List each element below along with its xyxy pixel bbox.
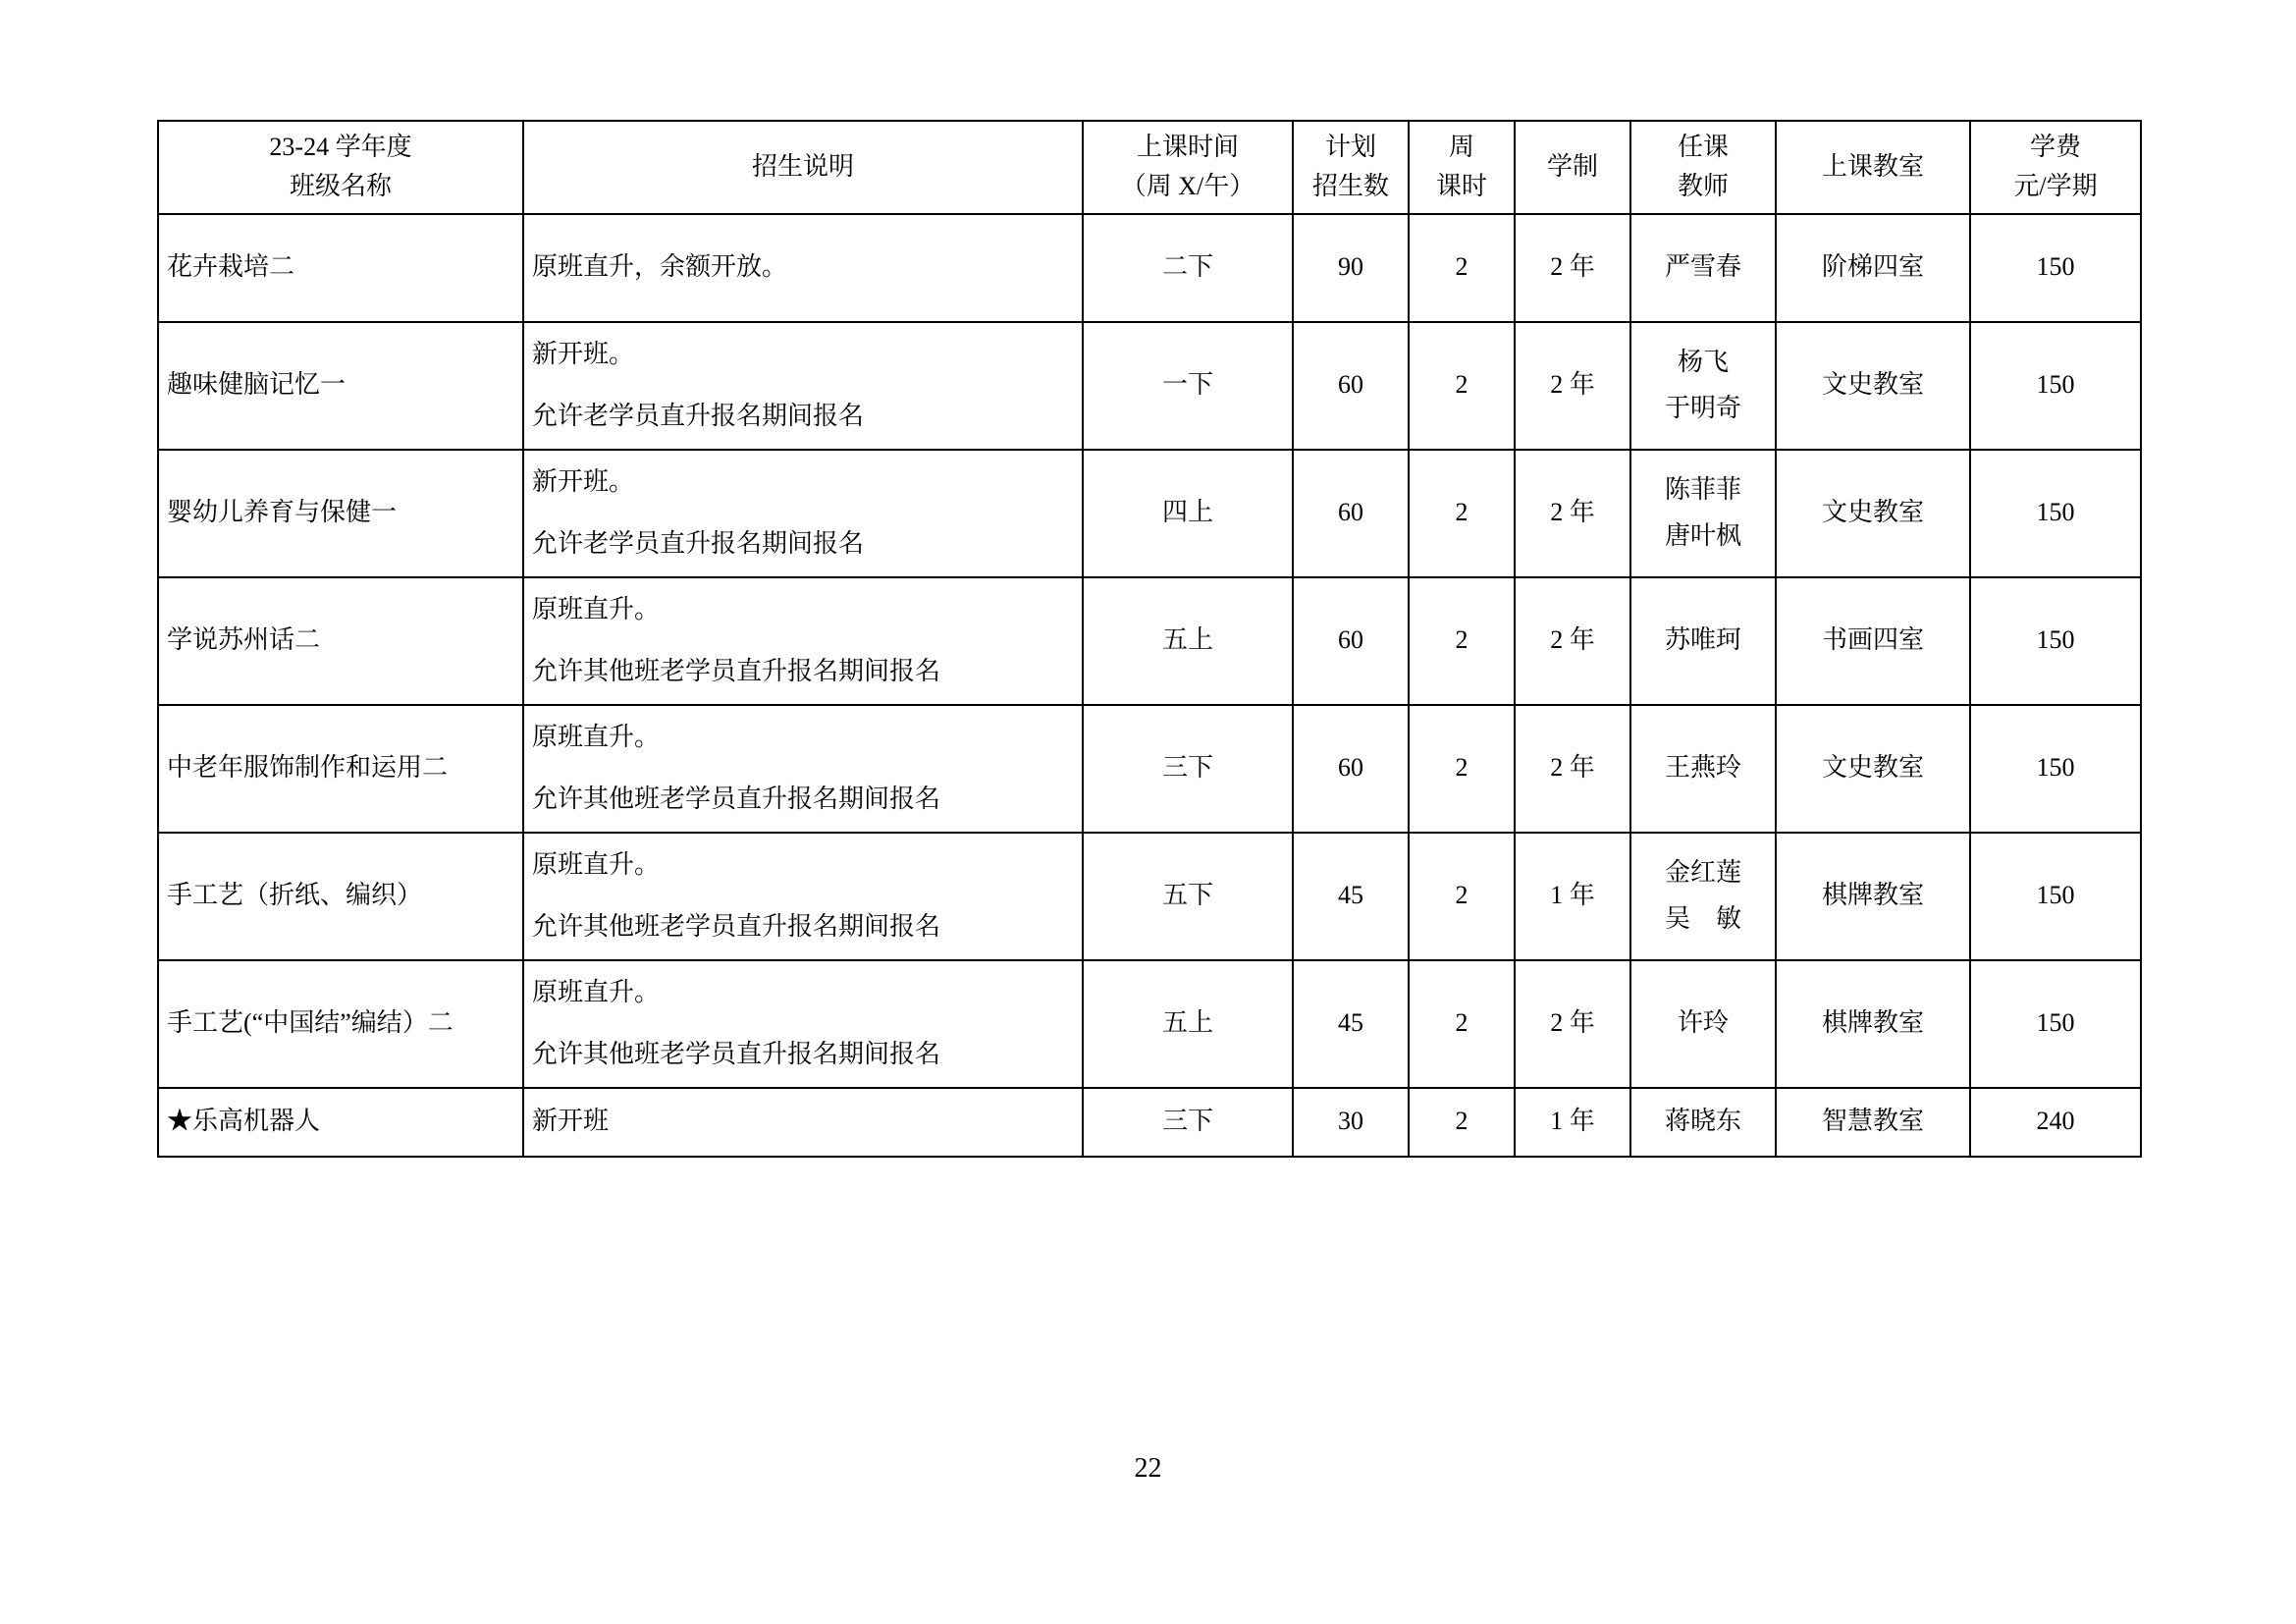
table-body [158, 214, 2141, 1157]
table-row [158, 577, 2141, 705]
note-line: 原班直升。 [532, 595, 661, 624]
column-header-line: 周 [1448, 133, 1474, 161]
cell-planned-enrollment: 60 [1293, 577, 1409, 705]
column-header-line: 招生数 [1311, 172, 1389, 201]
cell-weekly-hours: 2 [1409, 577, 1515, 705]
teacher-line: 吴 敏 [1664, 903, 1741, 933]
cell-class-name: 婴幼儿养育与保健一 [158, 450, 523, 577]
cell-tuition: 150 [1970, 577, 2141, 705]
note-line: 原班直升。 [532, 723, 661, 752]
column-header-class-name [158, 121, 523, 214]
column-header-class-time [1083, 121, 1293, 214]
cell-teacher [1630, 450, 1776, 577]
note-line: 新开班 [532, 1107, 610, 1136]
teacher-line: 严雪春 [1664, 252, 1741, 282]
column-header-weekly-hours [1409, 121, 1515, 214]
note-line: 原班直升。 [532, 850, 661, 880]
cell-classroom: 文史教室 [1776, 450, 1970, 577]
cell-class-time: 四上 [1083, 450, 1293, 577]
column-header-line: 23-24 学年度 [269, 133, 412, 161]
teacher-line: 王燕玲 [1664, 753, 1741, 783]
cell-class-time: 二下 [1083, 214, 1293, 322]
table-row [158, 322, 2141, 450]
note-line: 允许其他班老学员直升报名期间报名 [532, 911, 941, 941]
note-line: 允许老学员直升报名期间报名 [532, 528, 865, 558]
column-header-enrollment-note [523, 121, 1083, 214]
column-header-line: 元/学期 [2013, 172, 2098, 201]
cell-teacher [1630, 960, 1776, 1088]
note-line: 允许其他班老学员直升报名期间报名 [532, 656, 941, 685]
cell-weekly-hours: 2 [1409, 833, 1515, 960]
cell-system: 2 年 [1515, 322, 1630, 450]
cell-system: 2 年 [1515, 450, 1630, 577]
table-row [158, 705, 2141, 833]
cell-enrollment-note [523, 450, 1083, 577]
cell-tuition: 150 [1970, 960, 2141, 1088]
note-line: 允许老学员直升报名期间报名 [532, 401, 865, 430]
cell-tuition: 150 [1970, 833, 2141, 960]
cell-weekly-hours: 2 [1409, 214, 1515, 322]
column-header-classroom [1776, 121, 1970, 214]
table-header-row [158, 121, 2141, 214]
cell-enrollment-note [523, 960, 1083, 1088]
cell-weekly-hours: 2 [1409, 960, 1515, 1088]
table-row [158, 214, 2141, 322]
cell-class-time: 五上 [1083, 577, 1293, 705]
cell-enrollment-note [523, 214, 1083, 322]
cell-weekly-hours: 2 [1409, 1088, 1515, 1157]
cell-planned-enrollment: 60 [1293, 705, 1409, 833]
teacher-line: 杨飞 [1677, 348, 1729, 377]
cell-system: 1 年 [1515, 1088, 1630, 1157]
cell-class-time: 三下 [1083, 1088, 1293, 1157]
course-table-container [157, 120, 2140, 1158]
table-header [158, 121, 2141, 214]
cell-system: 2 年 [1515, 577, 1630, 705]
cell-system: 2 年 [1515, 960, 1630, 1088]
cell-classroom: 智慧教室 [1776, 1088, 1970, 1157]
cell-system: 2 年 [1515, 705, 1630, 833]
cell-classroom: 文史教室 [1776, 705, 1970, 833]
cell-planned-enrollment: 45 [1293, 960, 1409, 1088]
cell-teacher [1630, 214, 1776, 322]
cell-classroom: 书画四室 [1776, 577, 1970, 705]
course-table [157, 120, 2142, 1158]
note-line: 允许其他班老学员直升报名期间报名 [532, 784, 941, 813]
cell-teacher [1630, 322, 1776, 450]
cell-enrollment-note [523, 322, 1083, 450]
cell-class-name: 中老年服饰制作和运用二 [158, 705, 523, 833]
cell-planned-enrollment: 90 [1293, 214, 1409, 322]
column-header-line: 招生说明 [751, 152, 854, 182]
column-header-line: 计划 [1324, 133, 1376, 161]
teacher-line: 许玲 [1677, 1008, 1729, 1038]
cell-class-name: 花卉栽培二 [158, 214, 523, 322]
cell-teacher [1630, 705, 1776, 833]
cell-class-time: 三下 [1083, 705, 1293, 833]
cell-class-name: 学说苏州话二 [158, 577, 523, 705]
column-header-line: 课时 [1435, 172, 1487, 201]
cell-teacher [1630, 1088, 1776, 1157]
column-header-tuition [1970, 121, 2141, 214]
page-number: 22 [1134, 1453, 1162, 1484]
note-line: 新开班。 [532, 467, 635, 497]
teacher-line: 蒋晓东 [1664, 1107, 1741, 1136]
cell-class-time: 一下 [1083, 322, 1293, 450]
column-header-line: 上课教室 [1821, 152, 1924, 182]
cell-enrollment-note [523, 1088, 1083, 1157]
note-line: 原班直升。 [532, 978, 661, 1007]
cell-planned-enrollment: 60 [1293, 322, 1409, 450]
cell-class-name: 趣味健脑记忆一 [158, 322, 523, 450]
column-header-line: 班级名称 [289, 172, 392, 201]
column-header-planned-enrollment [1293, 121, 1409, 214]
note-line: 允许其他班老学员直升报名期间报名 [532, 1039, 941, 1068]
cell-classroom: 棋牌教室 [1776, 833, 1970, 960]
cell-class-name: ★乐高机器人 [158, 1088, 523, 1157]
cell-teacher [1630, 577, 1776, 705]
cell-tuition: 150 [1970, 705, 2141, 833]
cell-weekly-hours: 2 [1409, 450, 1515, 577]
cell-system: 2 年 [1515, 214, 1630, 322]
cell-planned-enrollment: 60 [1293, 450, 1409, 577]
cell-class-name: 手工艺（折纸、编织） [158, 833, 523, 960]
cell-tuition: 240 [1970, 1088, 2141, 1157]
cell-class-time: 五下 [1083, 833, 1293, 960]
cell-enrollment-note [523, 705, 1083, 833]
cell-planned-enrollment: 30 [1293, 1088, 1409, 1157]
column-header-line: 教师 [1677, 172, 1729, 201]
cell-weekly-hours: 2 [1409, 322, 1515, 450]
cell-tuition: 150 [1970, 450, 2141, 577]
note-line: 新开班。 [532, 340, 635, 369]
teacher-line: 唐叶枫 [1664, 520, 1741, 550]
teacher-line: 金红莲 [1664, 858, 1741, 888]
cell-planned-enrollment: 45 [1293, 833, 1409, 960]
column-header-line: （周 X/午） [1120, 172, 1255, 201]
table-row [158, 450, 2141, 577]
cell-class-time: 五上 [1083, 960, 1293, 1088]
cell-weekly-hours: 2 [1409, 705, 1515, 833]
column-header-system [1515, 121, 1630, 214]
teacher-line: 苏唯珂 [1664, 625, 1741, 655]
note-line: 原班直升，余额开放。 [532, 252, 788, 282]
column-header-line: 任课 [1677, 133, 1729, 161]
table-row [158, 833, 2141, 960]
cell-classroom: 文史教室 [1776, 322, 1970, 450]
cell-enrollment-note [523, 577, 1083, 705]
teacher-line: 于明奇 [1664, 393, 1741, 422]
teacher-line: 陈菲菲 [1664, 475, 1741, 505]
cell-classroom: 阶梯四室 [1776, 214, 1970, 322]
column-header-teacher [1630, 121, 1776, 214]
column-header-line: 上课时间 [1136, 133, 1239, 161]
cell-class-name: 手工艺(“中国结”编结）二 [158, 960, 523, 1088]
cell-system: 1 年 [1515, 833, 1630, 960]
column-header-line: 学制 [1546, 152, 1598, 182]
table-row [158, 960, 2141, 1088]
cell-classroom: 棋牌教室 [1776, 960, 1970, 1088]
cell-tuition: 150 [1970, 322, 2141, 450]
table-row [158, 1088, 2141, 1157]
cell-teacher [1630, 833, 1776, 960]
cell-tuition: 150 [1970, 214, 2141, 322]
column-header-line: 学费 [2029, 133, 2081, 161]
cell-enrollment-note [523, 833, 1083, 960]
